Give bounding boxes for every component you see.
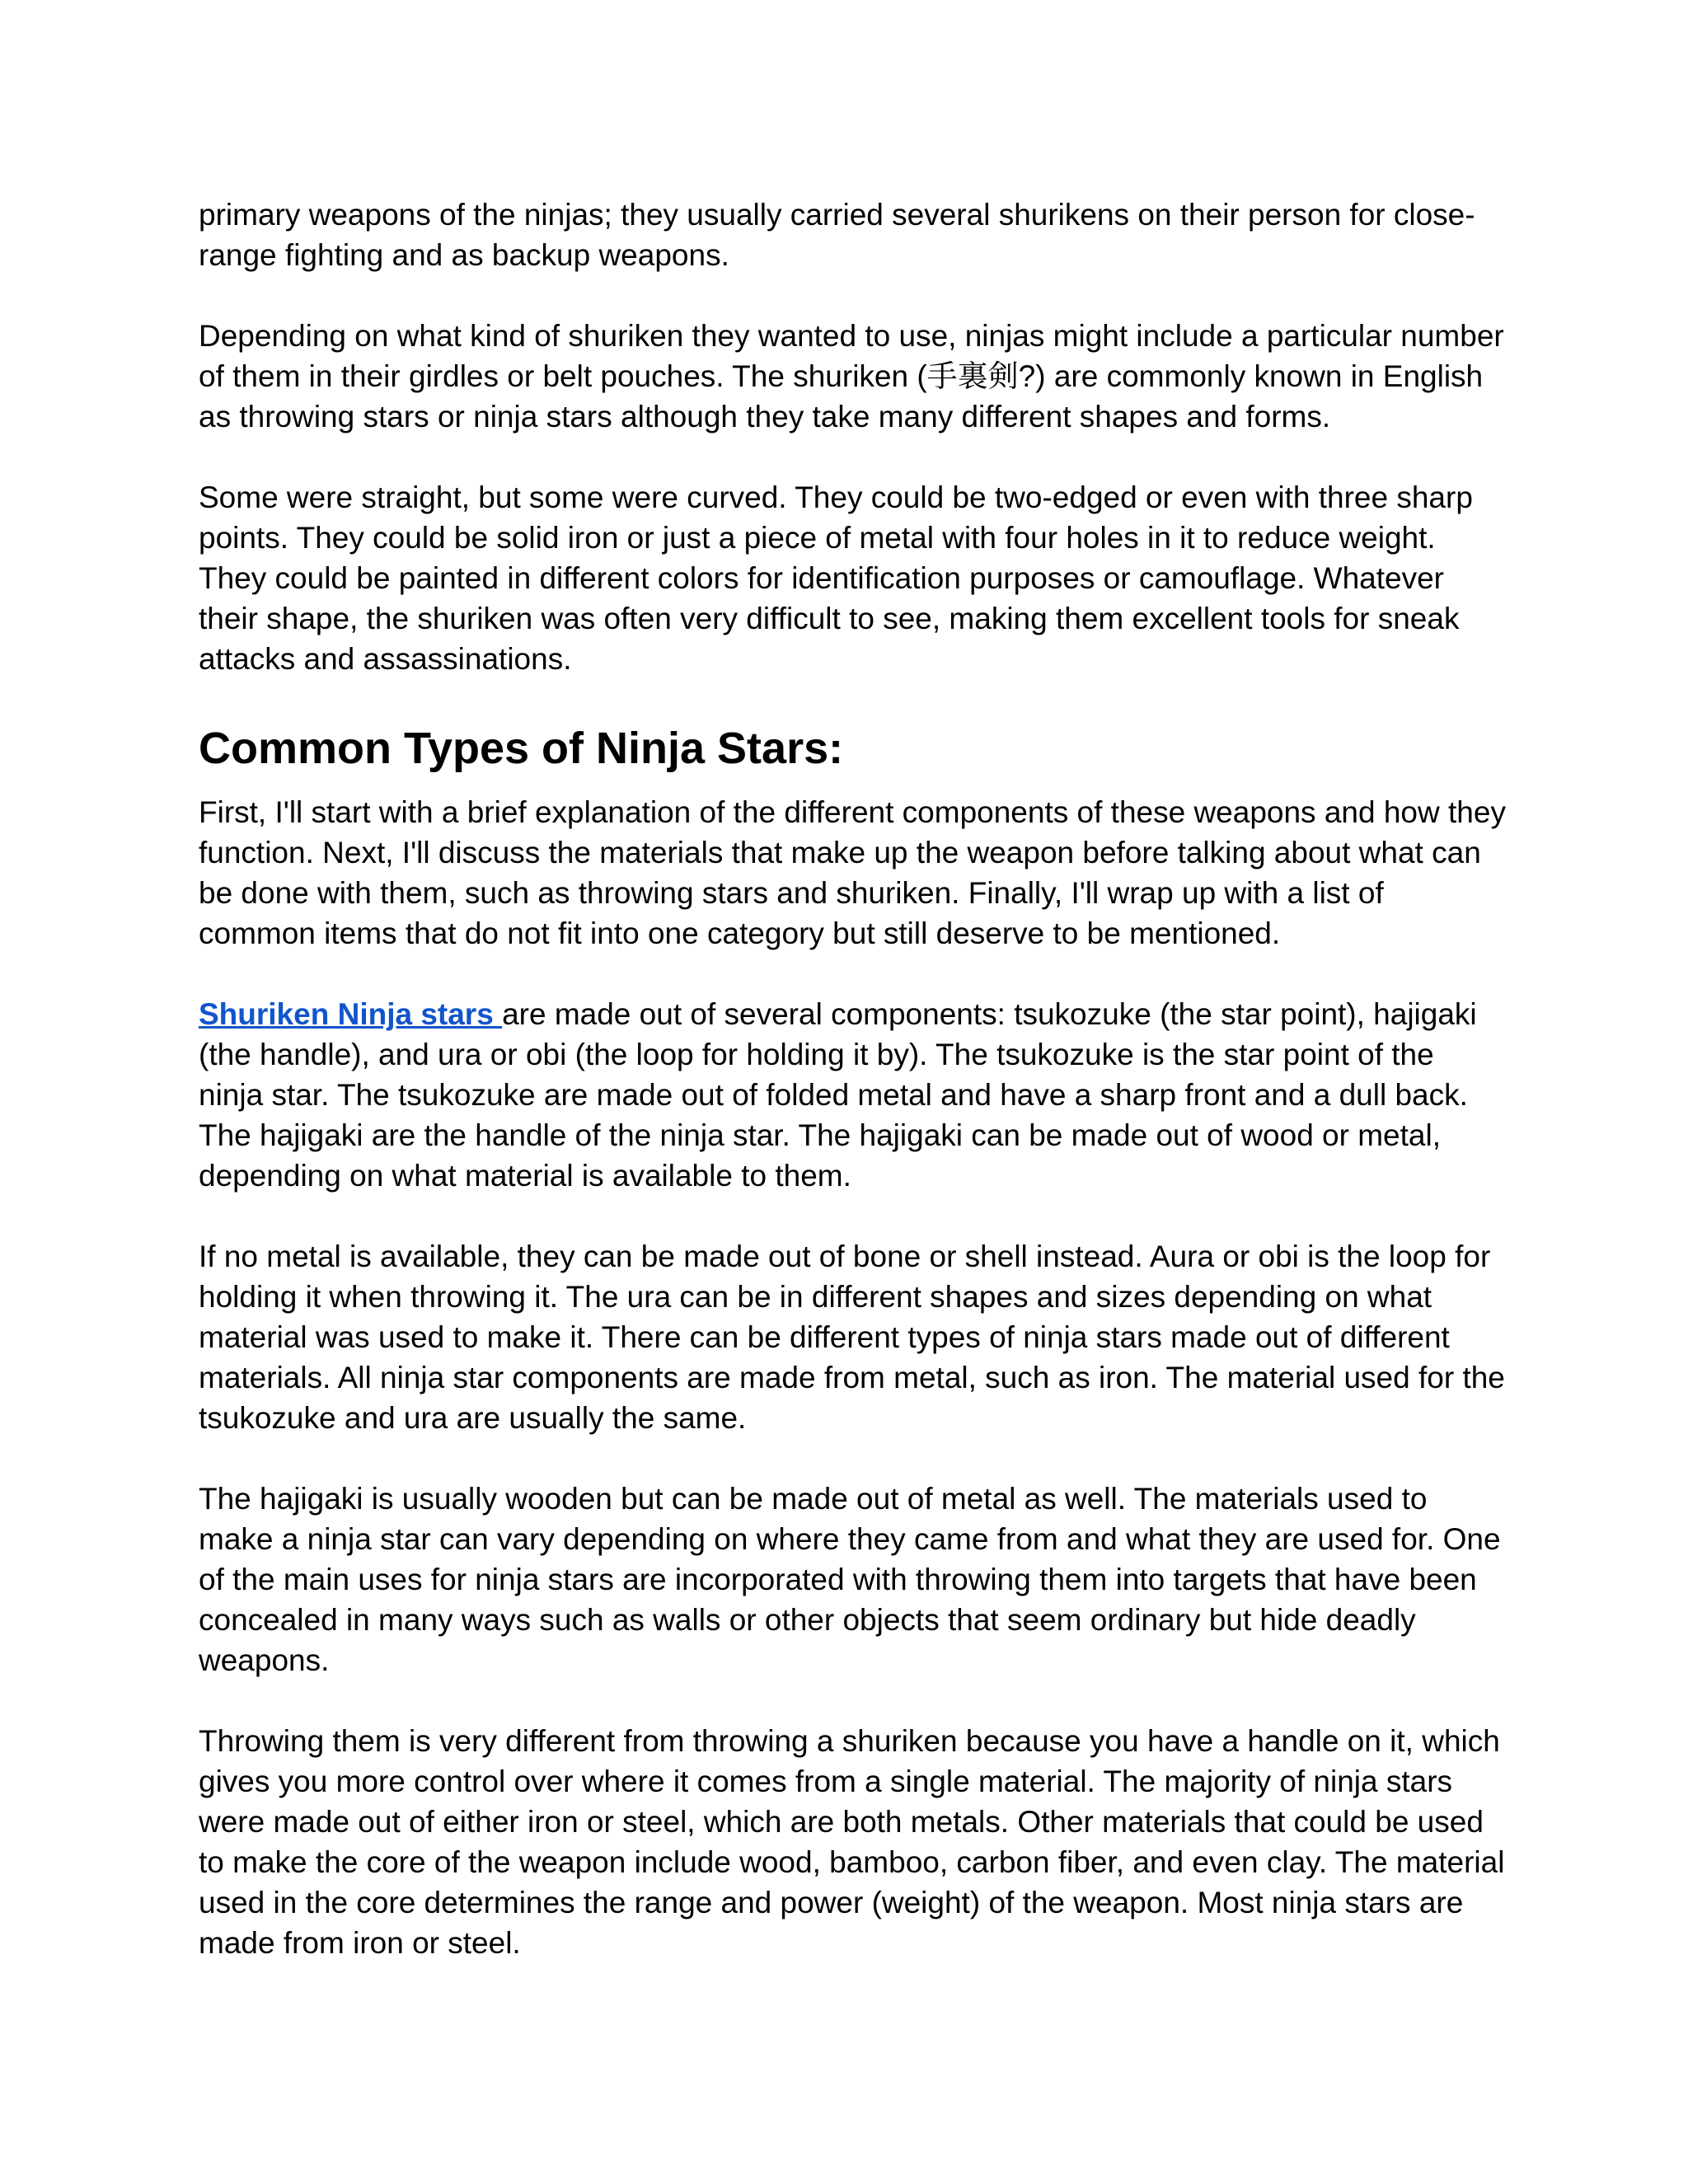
section-heading: Common Types of Ninja Stars: bbox=[199, 724, 844, 773]
paragraph-1: primary weapons of the ninjas; they usually carried several shurikens on their person for close-range fighting and as backup weapons. bbox=[199, 198, 1475, 272]
paragraph-6: If no metal is available, they can be made out of bone or shell instead. Aura or obi is the loop for holding it when throwing it. The ura can be in different shapes and sizes depending on what material was used to make it. There can be different types of ninja stars made out of different materials. All ninja star components are made from metal, such as iron. The material used for the tsukozuke and ura are usually the same. bbox=[199, 1240, 1505, 1435]
document-body bbox=[199, 194, 1506, 2004]
paragraph-3: Some were straight, but some were curved. They could be two-edged or even with three sharp points. They could be solid iron or just a piece of metal with four holes in it to reduce weight. They could be painted in different colors for identification purposes or camouflage. Whatever their shape, the shuriken was often very difficult to see, making them excellent tools for sneak attacks and assassinations. bbox=[199, 480, 1473, 676]
paragraph-5-text: are made out of several components: tsukozuke (the star point), hajigaki (the handle), and ura or obi (the loop for holding it by). The tsukozuke is the star point of the ninja star. The tsukozuke are made out of folded metal and have a sharp front and a dull back. The hajigaki are the handle of the ninja star. The hajigaki can be made out of wood or metal, depending on what material is available to them. bbox=[199, 997, 1477, 1193]
shuriken-ninja-stars-link[interactable]: Shuriken Ninja stars bbox=[199, 997, 503, 1031]
paragraph-2: Depending on what kind of shuriken they wanted to use, ninjas might include a particular number of them in their girdles or belt pouches. The shuriken (手裏剣?) are commonly known in English as throwing stars or ninja stars although they take many different shapes and forms. bbox=[199, 319, 1504, 434]
paragraph-5 bbox=[199, 994, 1506, 1196]
paragraph-8: Throwing them is very different from throwing a shuriken because you have a handle on it, which gives you more control over where it comes from a single material. The majority of ninja stars were made out of either iron or steel, which are both metals. Other materials that could be used to make the core of the weapon include wood, bamboo, carbon fiber, and even clay. The material used in the core determines the range and power (weight) of the weapon. Most ninja stars are made from iron or steel. bbox=[199, 1724, 1505, 1960]
paragraph-4: First, I'll start with a brief explanation of the different components of these weapons and how they function. Next, I'll discuss the materials that make up the weapon before talking about what can be done with them, such as throwing stars and shuriken. Finally, I'll wrap up with a list of common items that do not fit into one category but still deserve to be mentioned. bbox=[199, 795, 1506, 950]
paragraph-7: The hajigaki is usually wooden but can be made out of metal as well. The materials used to make a ninja star can vary depending on where they came from and what they are used for. One of the main uses for ninja stars are incorporated with throwing them into targets that have been concealed in many ways such as walls or other objects that seem ordinary but hide deadly weapons. bbox=[199, 1482, 1501, 1677]
